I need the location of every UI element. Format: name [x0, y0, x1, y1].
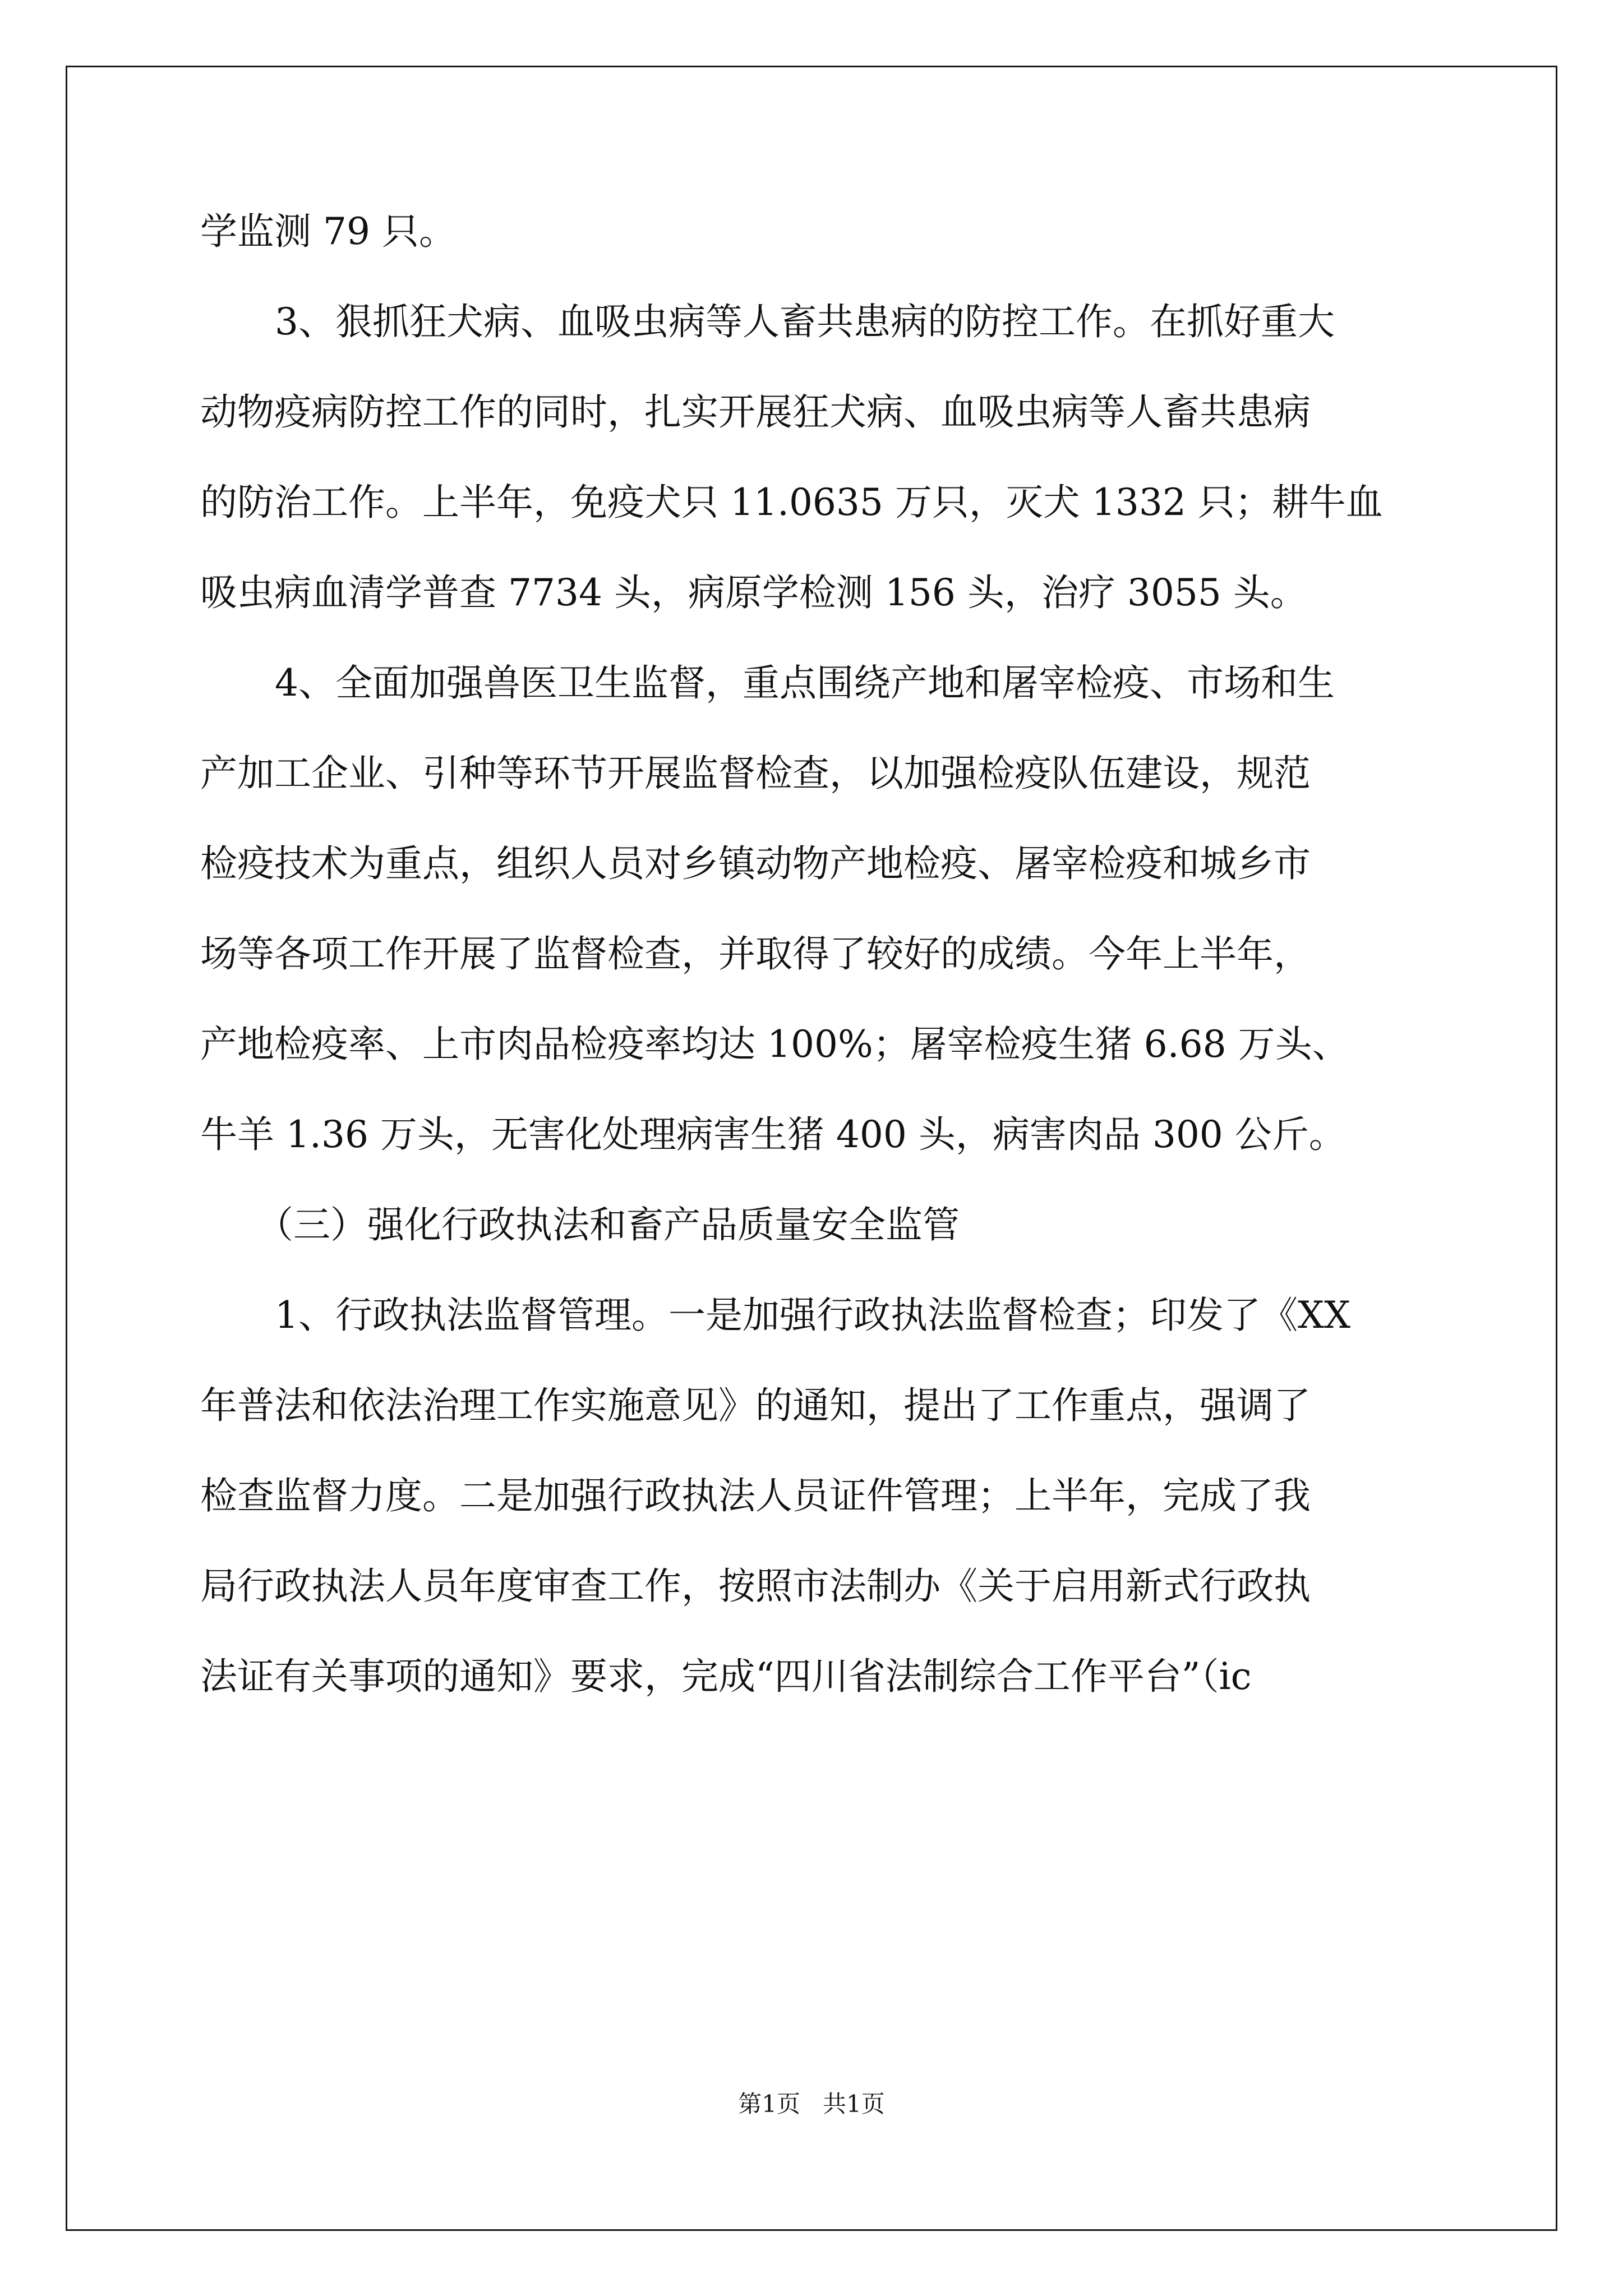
text-line: 1、行政执法监督管理。一是加强行政执法监督检查；印发了《XX	[275, 1294, 1350, 1337]
text-line: 的防治工作。上半年，免疫犬只 11.0635 万只，灭犬 1332 只；耕牛血	[200, 481, 1383, 524]
text-line: 局行政执法人员年度审查工作，按照市法制办《关于启用新式行政执	[200, 1565, 1311, 1608]
text-line: 3、狠抓狂犬病、血吸虫病等人畜共患病的防控工作。在抓好重大	[275, 300, 1335, 343]
text-line: 吸虫病血清学普查 7734 头，病原学检测 156 头，治疗 3055 头。	[200, 571, 1307, 614]
text-line: 牛羊 1.36 万头，无害化处理病害生猪 400 头，病害肉品 300 公斤。	[200, 1113, 1346, 1156]
page-footer: 第1页 共1页	[738, 2090, 885, 2118]
text-line: 学监测 79 只。	[200, 210, 456, 253]
text-line: 4、全面加强兽医卫生监督，重点围绕产地和屠宰检疫、市场和生	[275, 661, 1335, 705]
text-line: 年普法和依法治理工作实施意见》的通知，提出了工作重点，强调了	[200, 1384, 1311, 1427]
text-line: 法证有关事项的通知》要求，完成“四川省法制综合工作平台”（ic	[200, 1655, 1252, 1698]
text-line: 检疫技术为重点，组织人员对乡镇动物产地检疫、屠宰检疫和城乡市	[200, 842, 1311, 885]
text-line: 检查监督力度。二是加强行政执法人员证件管理；上半年，完成了我	[200, 1474, 1311, 1517]
text-line: 产地检疫率、上市肉品检疫率均达 100%；屠宰检疫生猪 6.68 万头、	[200, 1023, 1349, 1066]
text-line: 动物疫病防控工作的同时，扎实开展狂犬病、血吸虫病等人畜共患病	[200, 390, 1311, 434]
text-line: 产加工企业、引种等环节开展监督检查，以加强检疫队伍建设，规范	[200, 752, 1311, 795]
text-line: 场等各项工作开展了监督检查，并取得了较好的成绩。今年上半年，	[200, 932, 1311, 976]
section-heading: （三）强化行政执法和畜产品质量安全监管	[256, 1203, 960, 1246]
